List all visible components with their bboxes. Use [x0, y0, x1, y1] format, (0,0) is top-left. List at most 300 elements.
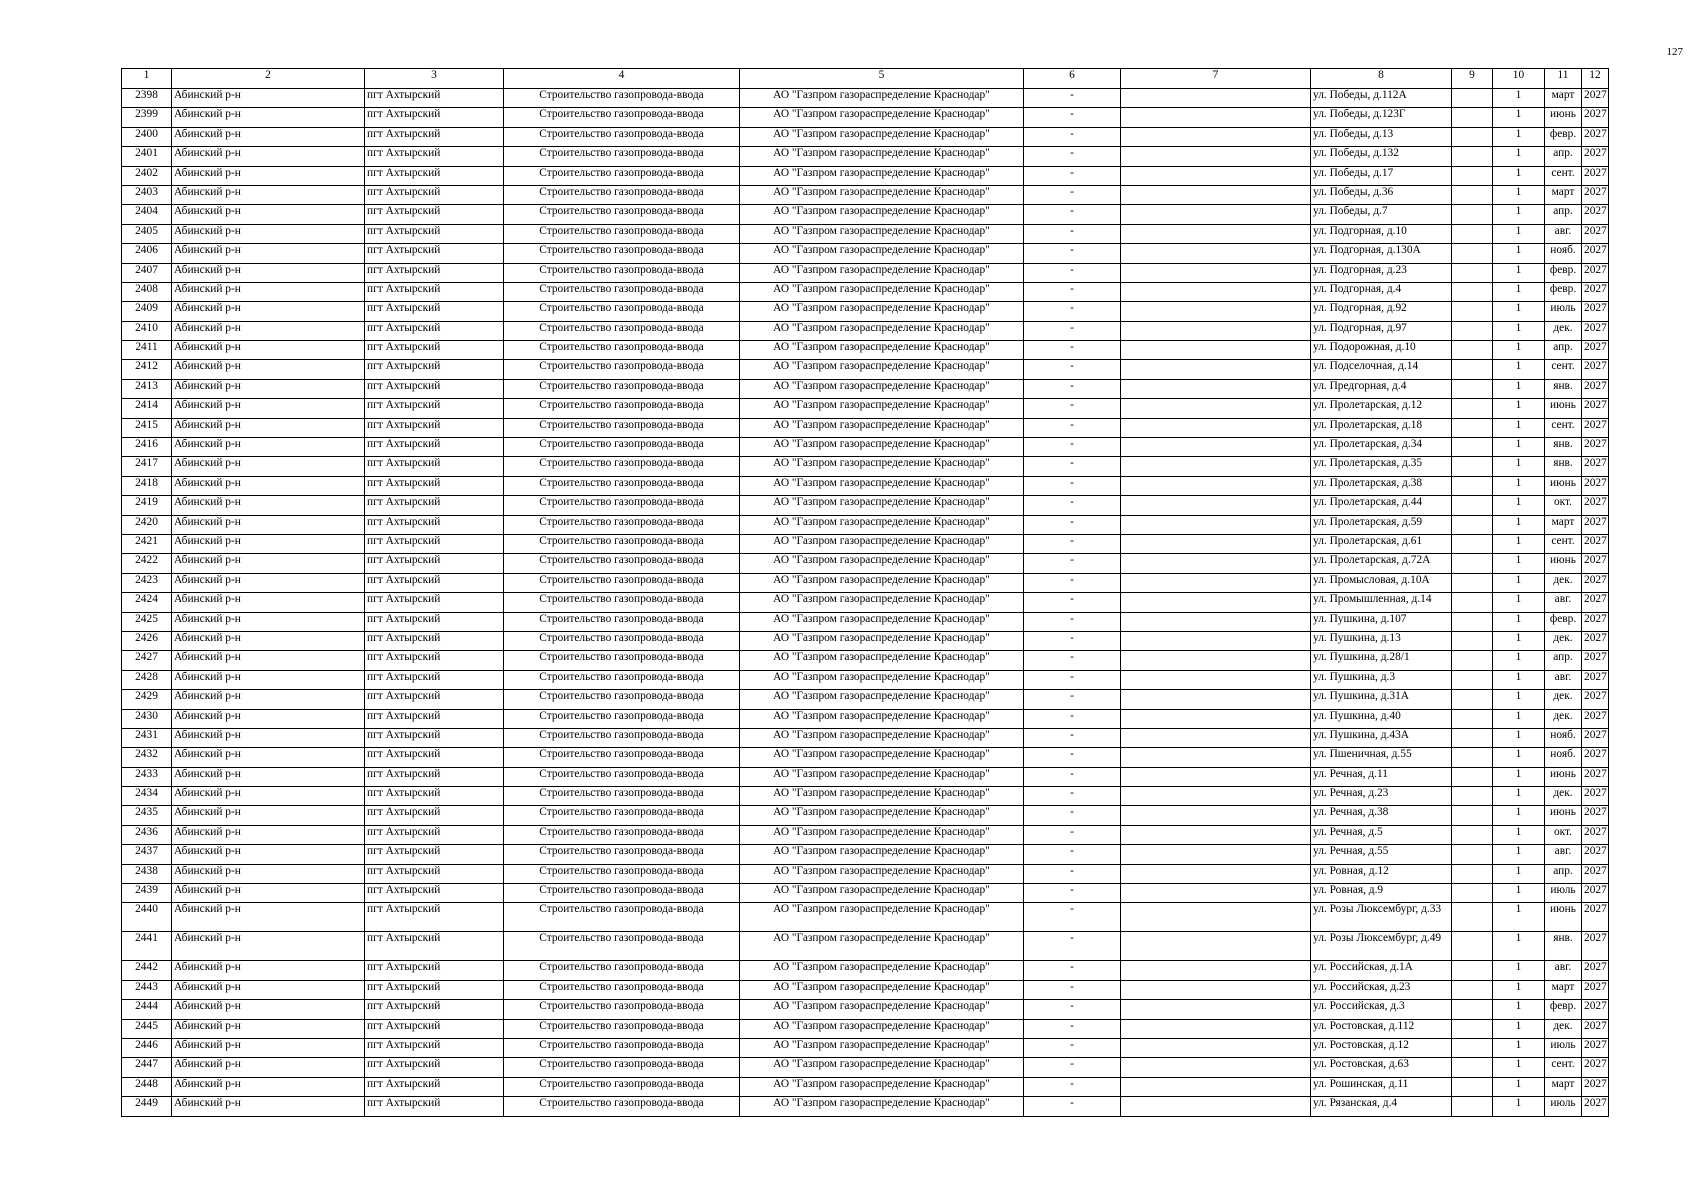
cell-settlement: пгт Ахтырский: [365, 263, 504, 282]
cell-month: июнь: [1545, 806, 1582, 825]
cell-year: 2027: [1582, 961, 1609, 980]
cell-settlement: пгт Ахтырский: [365, 244, 504, 263]
cell-address: ул. Пушкина, д.13: [1311, 631, 1452, 650]
cell-work-type: Строительство газопровода-ввода: [504, 884, 740, 903]
cell-column-7: [1121, 263, 1311, 282]
cell-settlement: пгт Ахтырский: [365, 1058, 504, 1077]
cell-organization: АО "Газпром газораспределение Краснодар": [740, 1077, 1024, 1096]
cell-organization: АО "Газпром газораспределение Краснодар": [740, 476, 1024, 495]
cell-quantity: 1: [1493, 787, 1545, 806]
cell-column-6: -: [1024, 166, 1121, 185]
cell-settlement: пгт Ахтырский: [365, 360, 504, 379]
cell-month: дек.: [1545, 573, 1582, 592]
cell-column-6: -: [1024, 1000, 1121, 1019]
cell-month: апр.: [1545, 864, 1582, 883]
cell-organization: АО "Газпром газораспределение Краснодар": [740, 534, 1024, 553]
cell-settlement: пгт Ахтырский: [365, 89, 504, 108]
table-row: [122, 1058, 1609, 1077]
cell-year: 2027: [1582, 185, 1609, 204]
cell-column-6: -: [1024, 845, 1121, 864]
table-row: [122, 127, 1609, 146]
cell-month: сент.: [1545, 418, 1582, 437]
cell-column-6: -: [1024, 341, 1121, 360]
cell-settlement: пгт Ахтырский: [365, 961, 504, 980]
cell-quantity: 1: [1493, 205, 1545, 224]
cell-column-6: -: [1024, 399, 1121, 418]
cell-column-9: [1452, 321, 1493, 340]
cell-work-type: Строительство газопровода-ввода: [504, 205, 740, 224]
cell-row-number: 2431: [122, 728, 172, 747]
table-row: [122, 496, 1609, 515]
cell-district: Абинский р-н: [172, 554, 365, 573]
cell-column-6: -: [1024, 903, 1121, 932]
cell-address: ул. Победы, д.112А: [1311, 89, 1452, 108]
cell-row-number: 2402: [122, 166, 172, 185]
cell-column-9: [1452, 767, 1493, 786]
cell-district: Абинский р-н: [172, 573, 365, 592]
cell-settlement: пгт Ахтырский: [365, 1019, 504, 1038]
cell-quantity: 1: [1493, 690, 1545, 709]
cell-column-6: -: [1024, 379, 1121, 398]
cell-district: Абинский р-н: [172, 787, 365, 806]
cell-work-type: Строительство газопровода-ввода: [504, 709, 740, 728]
cell-settlement: пгт Ахтырский: [365, 1097, 504, 1116]
cell-row-number: 2447: [122, 1058, 172, 1077]
table-row: [122, 185, 1609, 204]
cell-address: ул. Победы, д.132: [1311, 147, 1452, 166]
cell-quantity: 1: [1493, 321, 1545, 340]
cell-quantity: 1: [1493, 1058, 1545, 1077]
cell-organization: АО "Газпром газораспределение Краснодар": [740, 884, 1024, 903]
cell-quantity: 1: [1493, 593, 1545, 612]
cell-column-9: [1452, 379, 1493, 398]
cell-column-7: [1121, 360, 1311, 379]
table-row: [122, 438, 1609, 457]
cell-settlement: пгт Ахтырский: [365, 787, 504, 806]
cell-year: 2027: [1582, 690, 1609, 709]
cell-column-6: -: [1024, 690, 1121, 709]
cell-year: 2027: [1582, 825, 1609, 844]
cell-district: Абинский р-н: [172, 127, 365, 146]
table-row: [122, 108, 1609, 127]
cell-column-9: [1452, 438, 1493, 457]
cell-organization: АО "Газпром газораспределение Краснодар": [740, 709, 1024, 728]
cell-year: 2027: [1582, 263, 1609, 282]
cell-row-number: 2429: [122, 690, 172, 709]
cell-address: ул. Речная, д.38: [1311, 806, 1452, 825]
cell-settlement: пгт Ахтырский: [365, 515, 504, 534]
cell-settlement: пгт Ахтырский: [365, 108, 504, 127]
cell-settlement: пгт Ахтырский: [365, 1077, 504, 1096]
cell-quantity: 1: [1493, 399, 1545, 418]
table-row: [122, 728, 1609, 747]
cell-row-number: 2434: [122, 787, 172, 806]
cell-column-9: [1452, 884, 1493, 903]
cell-work-type: Строительство газопровода-ввода: [504, 1077, 740, 1096]
cell-settlement: пгт Ахтырский: [365, 554, 504, 573]
cell-work-type: Строительство газопровода-ввода: [504, 554, 740, 573]
cell-column-9: [1452, 282, 1493, 301]
header-col-4: 4: [504, 69, 740, 89]
cell-organization: АО "Газпром газораспределение Краснодар": [740, 787, 1024, 806]
cell-year: 2027: [1582, 1058, 1609, 1077]
table-row: [122, 224, 1609, 243]
header-col-7: 7: [1121, 69, 1311, 89]
cell-column-6: -: [1024, 205, 1121, 224]
cell-address: ул. Пролетарская, д.38: [1311, 476, 1452, 495]
cell-row-number: 2425: [122, 612, 172, 631]
cell-quantity: 1: [1493, 457, 1545, 476]
cell-column-6: -: [1024, 282, 1121, 301]
cell-year: 2027: [1582, 787, 1609, 806]
cell-work-type: Строительство газопровода-ввода: [504, 573, 740, 592]
cell-row-number: 2446: [122, 1038, 172, 1057]
cell-column-7: [1121, 612, 1311, 631]
cell-column-9: [1452, 1058, 1493, 1077]
table-row: [122, 709, 1609, 728]
cell-district: Абинский р-н: [172, 932, 365, 961]
table-row: [122, 767, 1609, 786]
cell-column-6: -: [1024, 593, 1121, 612]
cell-address: ул. Пушкина, д.31А: [1311, 690, 1452, 709]
cell-year: 2027: [1582, 554, 1609, 573]
cell-row-number: 2417: [122, 457, 172, 476]
cell-column-7: [1121, 244, 1311, 263]
cell-column-9: [1452, 787, 1493, 806]
cell-column-7: [1121, 864, 1311, 883]
cell-organization: АО "Газпром газораспределение Краснодар": [740, 748, 1024, 767]
cell-organization: АО "Газпром газораспределение Краснодар": [740, 166, 1024, 185]
cell-work-type: Строительство газопровода-ввода: [504, 980, 740, 999]
cell-month: окт.: [1545, 496, 1582, 515]
cell-settlement: пгт Ахтырский: [365, 205, 504, 224]
cell-address: ул. Ростовская, д.12: [1311, 1038, 1452, 1057]
cell-year: 2027: [1582, 806, 1609, 825]
cell-quantity: 1: [1493, 108, 1545, 127]
cell-organization: АО "Газпром газораспределение Краснодар": [740, 127, 1024, 146]
cell-address: ул. Пролетарская, д.18: [1311, 418, 1452, 437]
cell-column-9: [1452, 89, 1493, 108]
cell-quantity: 1: [1493, 709, 1545, 728]
header-col-6: 6: [1024, 69, 1121, 89]
cell-column-7: [1121, 573, 1311, 592]
cell-work-type: Строительство газопровода-ввода: [504, 1019, 740, 1038]
cell-address: ул. Розы Люксембург, д.49: [1311, 932, 1452, 961]
cell-district: Абинский р-н: [172, 515, 365, 534]
cell-column-9: [1452, 554, 1493, 573]
cell-district: Абинский р-н: [172, 457, 365, 476]
cell-address: ул. Победы, д.7: [1311, 205, 1452, 224]
cell-year: 2027: [1582, 1038, 1609, 1057]
cell-work-type: Строительство газопровода-ввода: [504, 728, 740, 747]
cell-settlement: пгт Ахтырский: [365, 457, 504, 476]
cell-district: Абинский р-н: [172, 961, 365, 980]
cell-organization: АО "Газпром газораспределение Краснодар": [740, 554, 1024, 573]
cell-address: ул. Рошинская, д.11: [1311, 1077, 1452, 1096]
cell-year: 2027: [1582, 845, 1609, 864]
cell-column-7: [1121, 825, 1311, 844]
cell-organization: АО "Газпром газораспределение Краснодар": [740, 573, 1024, 592]
cell-row-number: 2408: [122, 282, 172, 301]
cell-quantity: 1: [1493, 89, 1545, 108]
cell-column-7: [1121, 728, 1311, 747]
cell-month: февр.: [1545, 1000, 1582, 1019]
cell-settlement: пгт Ахтырский: [365, 224, 504, 243]
cell-column-6: -: [1024, 554, 1121, 573]
cell-quantity: 1: [1493, 496, 1545, 515]
cell-column-7: [1121, 515, 1311, 534]
cell-year: 2027: [1582, 457, 1609, 476]
cell-row-number: 2409: [122, 302, 172, 321]
cell-settlement: пгт Ахтырский: [365, 185, 504, 204]
cell-work-type: Строительство газопровода-ввода: [504, 1058, 740, 1077]
cell-column-9: [1452, 728, 1493, 747]
cell-settlement: пгт Ахтырский: [365, 476, 504, 495]
cell-address: ул. Подгорная, д.10: [1311, 224, 1452, 243]
table-row: [122, 399, 1609, 418]
cell-month: март: [1545, 185, 1582, 204]
cell-district: Абинский р-н: [172, 864, 365, 883]
cell-district: Абинский р-н: [172, 690, 365, 709]
cell-organization: АО "Газпром газораспределение Краснодар": [740, 379, 1024, 398]
cell-column-6: -: [1024, 864, 1121, 883]
cell-address: ул. Ростовская, д.112: [1311, 1019, 1452, 1038]
cell-column-6: -: [1024, 302, 1121, 321]
cell-row-number: 2436: [122, 825, 172, 844]
cell-column-6: -: [1024, 360, 1121, 379]
cell-organization: АО "Газпром газораспределение Краснодар": [740, 341, 1024, 360]
cell-address: ул. Ровная, д.12: [1311, 864, 1452, 883]
cell-column-9: [1452, 593, 1493, 612]
cell-row-number: 2404: [122, 205, 172, 224]
cell-settlement: пгт Ахтырский: [365, 147, 504, 166]
cell-address: ул. Ростовская, д.63: [1311, 1058, 1452, 1077]
cell-quantity: 1: [1493, 864, 1545, 883]
cell-row-number: 2426: [122, 631, 172, 650]
cell-month: сент.: [1545, 534, 1582, 553]
cell-district: Абинский р-н: [172, 884, 365, 903]
cell-month: нояб.: [1545, 244, 1582, 263]
table-row: [122, 903, 1609, 932]
cell-district: Абинский р-н: [172, 282, 365, 301]
cell-address: ул. Подселочная, д.14: [1311, 360, 1452, 379]
cell-settlement: пгт Ахтырский: [365, 864, 504, 883]
cell-work-type: Строительство газопровода-ввода: [504, 399, 740, 418]
cell-column-6: -: [1024, 670, 1121, 689]
cell-address: ул. Пушкина, д.107: [1311, 612, 1452, 631]
cell-column-7: [1121, 379, 1311, 398]
table-row: [122, 961, 1609, 980]
cell-column-7: [1121, 302, 1311, 321]
cell-year: 2027: [1582, 166, 1609, 185]
cell-column-9: [1452, 903, 1493, 932]
cell-column-7: [1121, 845, 1311, 864]
cell-column-6: -: [1024, 127, 1121, 146]
cell-year: 2027: [1582, 748, 1609, 767]
cell-month: авг.: [1545, 224, 1582, 243]
cell-column-9: [1452, 166, 1493, 185]
cell-column-6: -: [1024, 573, 1121, 592]
cell-district: Абинский р-н: [172, 399, 365, 418]
cell-column-6: -: [1024, 748, 1121, 767]
cell-work-type: Строительство газопровода-ввода: [504, 612, 740, 631]
cell-row-number: 2410: [122, 321, 172, 340]
cell-district: Абинский р-н: [172, 631, 365, 650]
cell-quantity: 1: [1493, 185, 1545, 204]
cell-organization: АО "Газпром газораспределение Краснодар": [740, 108, 1024, 127]
cell-year: 2027: [1582, 932, 1609, 961]
cell-row-number: 2423: [122, 573, 172, 592]
cell-settlement: пгт Ахтырский: [365, 1000, 504, 1019]
cell-column-6: -: [1024, 884, 1121, 903]
cell-column-9: [1452, 980, 1493, 999]
cell-column-9: [1452, 185, 1493, 204]
cell-column-6: -: [1024, 612, 1121, 631]
cell-district: Абинский р-н: [172, 1077, 365, 1096]
cell-district: Абинский р-н: [172, 166, 365, 185]
cell-month: июнь: [1545, 903, 1582, 932]
cell-organization: АО "Газпром газораспределение Краснодар": [740, 1000, 1024, 1019]
cell-address: ул. Пушкина, д.40: [1311, 709, 1452, 728]
cell-work-type: Строительство газопровода-ввода: [504, 379, 740, 398]
cell-quantity: 1: [1493, 147, 1545, 166]
cell-organization: АО "Газпром газораспределение Краснодар": [740, 806, 1024, 825]
cell-address: ул. Пролетарская, д.34: [1311, 438, 1452, 457]
cell-column-7: [1121, 884, 1311, 903]
cell-row-number: 2449: [122, 1097, 172, 1116]
cell-row-number: 2427: [122, 651, 172, 670]
cell-year: 2027: [1582, 670, 1609, 689]
cell-quantity: 1: [1493, 573, 1545, 592]
cell-organization: АО "Газпром газораспределение Краснодар": [740, 418, 1024, 437]
cell-organization: АО "Газпром газораспределение Краснодар": [740, 1038, 1024, 1057]
cell-year: 2027: [1582, 864, 1609, 883]
cell-quantity: 1: [1493, 845, 1545, 864]
cell-work-type: Строительство газопровода-ввода: [504, 806, 740, 825]
cell-work-type: Строительство газопровода-ввода: [504, 961, 740, 980]
cell-address: ул. Подгорная, д.92: [1311, 302, 1452, 321]
cell-settlement: пгт Ахтырский: [365, 282, 504, 301]
cell-work-type: Строительство газопровода-ввода: [504, 263, 740, 282]
cell-district: Абинский р-н: [172, 108, 365, 127]
cell-column-7: [1121, 1097, 1311, 1116]
cell-column-9: [1452, 147, 1493, 166]
table-row: [122, 864, 1609, 883]
cell-district: Абинский р-н: [172, 980, 365, 999]
cell-column-6: -: [1024, 980, 1121, 999]
cell-quantity: 1: [1493, 438, 1545, 457]
cell-month: дек.: [1545, 321, 1582, 340]
cell-column-7: [1121, 147, 1311, 166]
cell-row-number: 2440: [122, 903, 172, 932]
cell-year: 2027: [1582, 108, 1609, 127]
cell-month: дек.: [1545, 1019, 1582, 1038]
table-row: [122, 147, 1609, 166]
table-row: [122, 593, 1609, 612]
cell-address: ул. Подгорная, д.130А: [1311, 244, 1452, 263]
cell-month: февр.: [1545, 612, 1582, 631]
cell-district: Абинский р-н: [172, 1058, 365, 1077]
cell-district: Абинский р-н: [172, 1038, 365, 1057]
cell-organization: АО "Газпром газораспределение Краснодар": [740, 205, 1024, 224]
cell-column-6: -: [1024, 418, 1121, 437]
cell-month: авг.: [1545, 593, 1582, 612]
cell-year: 2027: [1582, 767, 1609, 786]
cell-column-7: [1121, 89, 1311, 108]
cell-organization: АО "Газпром газораспределение Краснодар": [740, 263, 1024, 282]
table-row: [122, 166, 1609, 185]
cell-column-9: [1452, 1097, 1493, 1116]
cell-row-number: 2415: [122, 418, 172, 437]
cell-district: Абинский р-н: [172, 147, 365, 166]
cell-settlement: пгт Ахтырский: [365, 573, 504, 592]
cell-column-7: [1121, 690, 1311, 709]
cell-column-7: [1121, 670, 1311, 689]
cell-district: Абинский р-н: [172, 728, 365, 747]
cell-row-number: 2412: [122, 360, 172, 379]
cell-settlement: пгт Ахтырский: [365, 709, 504, 728]
cell-column-7: [1121, 1077, 1311, 1096]
cell-work-type: Строительство газопровода-ввода: [504, 515, 740, 534]
cell-address: ул. Ровная, д.9: [1311, 884, 1452, 903]
cell-work-type: Строительство газопровода-ввода: [504, 825, 740, 844]
cell-settlement: пгт Ахтырский: [365, 932, 504, 961]
cell-organization: АО "Газпром газораспределение Краснодар": [740, 903, 1024, 932]
cell-year: 2027: [1582, 244, 1609, 263]
cell-address: ул. Промысловая, д.10А: [1311, 573, 1452, 592]
cell-district: Абинский р-н: [172, 534, 365, 553]
cell-district: Абинский р-н: [172, 825, 365, 844]
cell-organization: АО "Газпром газораспределение Краснодар": [740, 1019, 1024, 1038]
cell-organization: АО "Газпром газораспределение Краснодар": [740, 321, 1024, 340]
cell-work-type: Строительство газопровода-ввода: [504, 418, 740, 437]
cell-address: ул. Пролетарская, д.44: [1311, 496, 1452, 515]
cell-row-number: 2432: [122, 748, 172, 767]
cell-work-type: Строительство газопровода-ввода: [504, 108, 740, 127]
cell-work-type: Строительство газопровода-ввода: [504, 593, 740, 612]
cell-settlement: пгт Ахтырский: [365, 612, 504, 631]
cell-row-number: 2403: [122, 185, 172, 204]
cell-quantity: 1: [1493, 767, 1545, 786]
cell-column-6: -: [1024, 932, 1121, 961]
table-row: [122, 787, 1609, 806]
cell-address: ул. Речная, д.11: [1311, 767, 1452, 786]
cell-month: март: [1545, 515, 1582, 534]
cell-settlement: пгт Ахтырский: [365, 651, 504, 670]
table-row: [122, 360, 1609, 379]
cell-row-number: 2419: [122, 496, 172, 515]
cell-row-number: 2438: [122, 864, 172, 883]
cell-row-number: 2414: [122, 399, 172, 418]
cell-month: июль: [1545, 1038, 1582, 1057]
cell-address: ул. Речная, д.23: [1311, 787, 1452, 806]
cell-column-9: [1452, 932, 1493, 961]
cell-quantity: 1: [1493, 554, 1545, 573]
cell-row-number: 2421: [122, 534, 172, 553]
cell-column-9: [1452, 127, 1493, 146]
cell-organization: АО "Газпром газораспределение Краснодар": [740, 147, 1024, 166]
cell-quantity: 1: [1493, 1097, 1545, 1116]
cell-settlement: пгт Ахтырский: [365, 690, 504, 709]
cell-column-6: -: [1024, 147, 1121, 166]
cell-district: Абинский р-н: [172, 651, 365, 670]
cell-month: нояб.: [1545, 728, 1582, 747]
cell-year: 2027: [1582, 205, 1609, 224]
cell-year: 2027: [1582, 980, 1609, 999]
cell-quantity: 1: [1493, 884, 1545, 903]
cell-address: ул. Пролетарская, д.35: [1311, 457, 1452, 476]
cell-row-number: 2435: [122, 806, 172, 825]
